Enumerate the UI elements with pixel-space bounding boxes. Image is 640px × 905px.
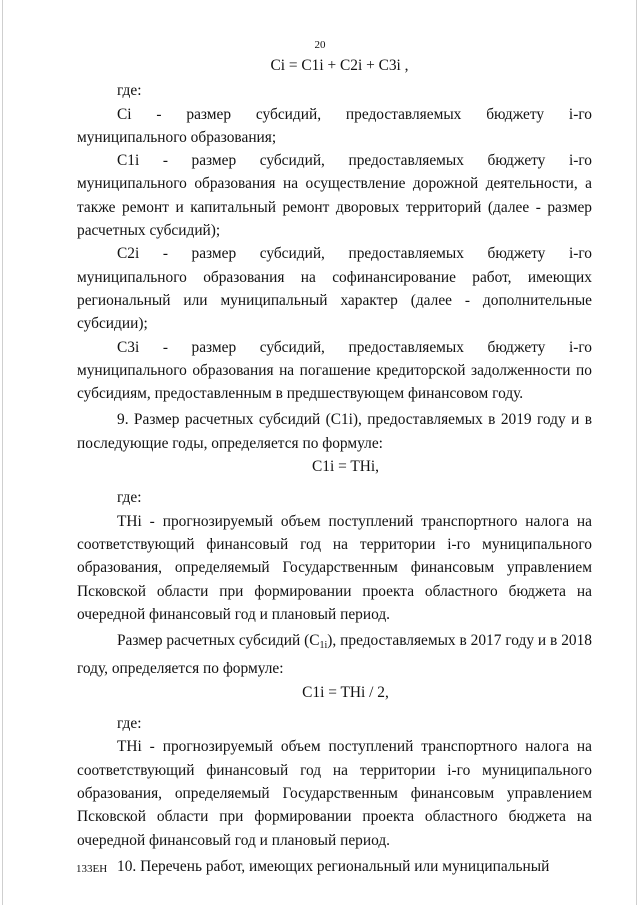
document-body — [77, 54, 592, 878]
term-ci: Ci — [117, 105, 132, 123]
definition-c1i — [77, 149, 592, 242]
dash: - — [156, 105, 162, 123]
word: размер — [191, 152, 237, 170]
item-9-paragraph: 9. Размер расчетных субсидий (C1i), предоставляемых в 2019 году и в последующие годы, определяется по формуле: — [77, 411, 592, 452]
word: предоставляемых — [348, 152, 464, 170]
definition-ci-text: муниципального образования; — [77, 128, 277, 146]
definition-c2i-first-line — [77, 242, 592, 265]
dash: - — [162, 152, 168, 170]
word: бюджету — [487, 245, 546, 263]
where-label: где: — [117, 489, 142, 507]
word: бюджету — [487, 338, 546, 356]
term-c3i: C3i — [117, 338, 140, 356]
paragraph-2017-2018 — [77, 629, 592, 681]
word: субсидий, — [259, 152, 325, 170]
word: предоставляемых — [345, 105, 462, 123]
page-number: 20 — [314, 39, 326, 51]
definition-c1i-first-line — [77, 149, 592, 172]
footer-document-code: 133EH — [76, 863, 108, 875]
word: субсидий, — [259, 245, 325, 263]
formula-total: Ci = C1i + C2i + C3i , — [270, 57, 409, 74]
word: размер — [191, 338, 237, 356]
word: бюджету — [487, 152, 546, 170]
definition-c3i — [77, 336, 592, 406]
scan-edge-right — [636, 0, 637, 905]
definition-ci — [77, 103, 592, 150]
thi-definition: THi - прогнозируемый объем поступлений транспортного налога на соответствующий финансовый год на территории i-го муниципального образования, определяемый Государственным финансовым управлением Псковской области при формировании проекта областного бюджета на очередной финансовый год и плановый период. — [77, 512, 592, 623]
word: i-го — [568, 338, 592, 356]
definition-c2i-text: муниципального образования на софинансирование работ, имеющих региональный или муниципальный характер (далее - дополнительные субсидии); — [77, 268, 592, 333]
word: субсидий, — [255, 105, 322, 123]
definition-c2i — [77, 242, 592, 335]
word: предоставляемых — [348, 245, 464, 263]
subscript-1i: 1i — [319, 640, 328, 652]
scan-edge-left — [2, 0, 3, 905]
word: размер — [186, 105, 232, 123]
definition-c3i-text: муниципального образования на погашение кредиторской задолженности по субсидиям, предоставленным в предшествующем финансовом году. — [77, 361, 592, 403]
dash: - — [162, 245, 168, 263]
word: i-го — [568, 105, 592, 123]
where-label: где: — [117, 715, 142, 733]
term-c1i: C1i — [117, 152, 140, 170]
word: размер — [191, 245, 237, 263]
paragraph-2017-end: ), предоставляемых в 2017 году и в 2018 году, определяется по формуле: — [77, 632, 592, 678]
word: предоставляемых — [348, 338, 464, 356]
term-c2i: C2i — [117, 245, 140, 263]
word: i-го — [568, 245, 592, 263]
definition-c1i-text: муниципального образования на осуществление дорожной деятельности, а также ремонт и капитальный ремонт дворовых территорий (далее - размер расчетных субсидий); — [77, 175, 592, 240]
dash: - — [162, 338, 168, 356]
definition-c3i-first-line — [77, 336, 592, 359]
formula-c1i-2019: C1i = THi, — [312, 458, 379, 476]
word: i-го — [568, 152, 592, 170]
where-label: где: — [117, 82, 142, 100]
formula-c1i-2017-2018: C1i = THi / 2, — [302, 683, 389, 701]
definition-ci-first-line — [77, 103, 592, 126]
word: субсидий, — [259, 338, 325, 356]
word: бюджету — [486, 105, 545, 123]
thi-definition-repeat: THi - прогнозируемый объем поступлений транспортного налога на соответствующий финансовый год на территории i-го муниципального образования, определяемый Государственным финансовым управлением Псковской области при формировании проекта областного бюджета на очередной финансовый год и плановый период. — [77, 738, 592, 849]
paragraph-2017-start: Размер расчетных субсидий (C — [117, 632, 320, 650]
item-10-paragraph: 10. Перечень работ, имеющих региональный или муниципальный — [117, 857, 550, 875]
